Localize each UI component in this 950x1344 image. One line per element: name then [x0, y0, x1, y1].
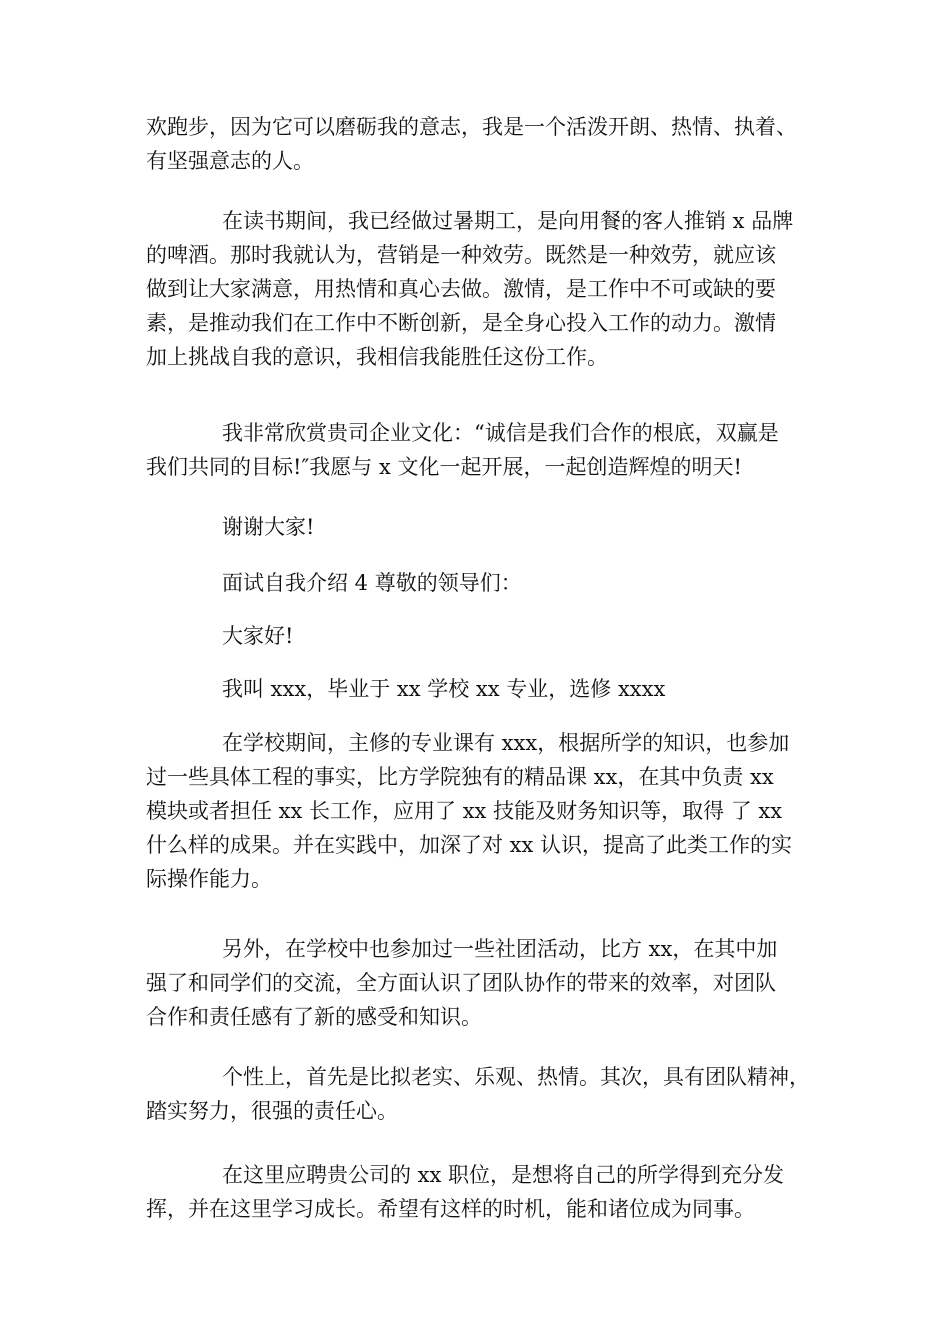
text-line: 欢跑步，因为它可以磨砺我的意志，我是一个活泼开朗、热情、执着、: [146, 115, 797, 139]
paragraph-4: [146, 510, 826, 544]
text-line: 际操作能力。: [146, 867, 272, 891]
text-line: 的啤酒。那时我就认为，营销是一种效劳。既然是一种效劳，就应该: [146, 243, 776, 267]
text-line: 什么样的成果。并在实践中，加深了对 xx 认识，提高了此类工作的实: [146, 833, 793, 857]
paragraph-1: [146, 110, 826, 178]
text-line: 挥，并在这里学习成长。希望有这样的时机，能和诸位成为同事。: [146, 1197, 755, 1221]
text-line: 在读书期间，我已经做过暑期工，是向用餐的客人推销 x 品牌: [222, 209, 794, 233]
text-line: 模块或者担任 xx 长工作，应用了 xx 技能及财务知识等，取得 了 xx: [146, 799, 783, 823]
paragraph-3: [146, 416, 826, 484]
text-line: 谢谢大家!: [222, 515, 315, 539]
text-line: 大家好!: [222, 624, 294, 648]
paragraph-2: [146, 204, 826, 374]
text-line: 我们共同的目标!″我愿与 x 文化一起开展，一起创造辉煌的明天!: [146, 455, 742, 479]
text-line: 合作和责任感有了新的感受和知识。: [146, 1005, 482, 1029]
text-line: 过一些具体工程的事实，比方学院独有的精品课 xx，在其中负责 xx: [146, 765, 774, 789]
text-line: 在这里应聘贵公司的 xx 职位，是想将自己的所学得到充分发: [222, 1163, 785, 1187]
text-line: 我非常欣赏贵司企业文化：“诚信是我们合作的根底，双赢是: [222, 421, 779, 445]
text-line: 加上挑战自我的意识，我相信我能胜任这份工作。: [146, 345, 608, 369]
text-line: 做到让大家满意，用热情和真心去做。激情，是工作中不可或缺的要: [146, 277, 776, 301]
text-line: 踏实努力，很强的责任心。: [146, 1099, 398, 1123]
paragraph-10: [146, 1060, 826, 1128]
paragraph-5: [146, 566, 826, 600]
text-line: 我叫 xxx，毕业于 xx 学校 xx 专业，选修 xxxx: [222, 677, 666, 701]
text-line: 面试自我介绍 4 尊敬的领导们：: [222, 571, 522, 595]
text-line: 强了和同学们的交流，全方面认识了团队协作的带来的效率，对团队: [146, 971, 776, 995]
paragraph-9: [146, 932, 826, 1034]
paragraph-8: [146, 726, 826, 896]
paragraph-6: [146, 619, 826, 653]
text-line: 在学校期间，主修的专业课有 xxx，根据所学的知识，也参加: [222, 731, 790, 755]
paragraph-11: [146, 1158, 826, 1226]
text-line: 素，是推动我们在工作中不断创新，是全身心投入工作的动力。激情: [146, 311, 776, 335]
text-line: 个性上，首先是比拟老实、乐观、热情。其次，具有团队精神，: [222, 1065, 810, 1089]
paragraph-7: [146, 672, 826, 706]
text-line: 有坚强意志的人。: [146, 149, 314, 173]
text-line: 另外，在学校中也参加过一些社团活动，比方 xx，在其中加: [222, 937, 778, 961]
